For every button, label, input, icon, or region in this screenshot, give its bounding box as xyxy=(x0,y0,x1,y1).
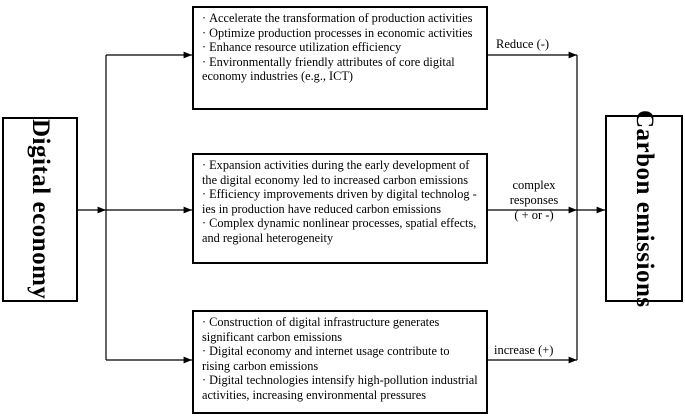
complex-path-box xyxy=(192,153,488,264)
carbon-emissions-node xyxy=(605,109,683,308)
digital-economy-label: Digital economy xyxy=(27,119,54,300)
reduce-path-box xyxy=(192,6,488,110)
increase-effect-label: increase (+) xyxy=(494,343,554,357)
complex-effect-label xyxy=(494,178,574,223)
reduce-item: · Enhance resource utilization efficiency xyxy=(202,40,480,55)
increase-item: · Digital technologies intensify high-pollution industrial activities, increasing environmental pressures xyxy=(202,373,480,402)
reduce-item: · Optimize production processes in economic activities xyxy=(202,26,480,41)
carbon-emissions-label: Carbon emissions xyxy=(631,109,658,308)
increase-item: · Digital economy and internet usage contribute to rising carbon emissions xyxy=(202,344,480,373)
reduce-effect-label: Reduce (-) xyxy=(496,37,550,51)
complex-item: · Efficiency improvements driven by digital technolog -ies in production have reduced carbon emissions xyxy=(202,187,480,216)
increase-item: · Construction of digital infrastructure generates significant carbon emissions xyxy=(202,315,480,344)
increase-path-box xyxy=(192,310,488,414)
reduce-item: · Accelerate the transformation of production activities xyxy=(202,11,480,26)
reduce-item: · Environmentally friendly attributes of core digital economy industries (e.g., ICT) xyxy=(202,55,480,84)
complex-item: · Expansion activities during the early development of the digital economy led to increased carbon emissions xyxy=(202,158,480,187)
digital-economy-node xyxy=(2,117,78,302)
complex-item: · Complex dynamic nonlinear processes, spatial effects, and regional heterogeneity xyxy=(202,216,480,245)
complex-effect-line: responses xyxy=(509,193,559,207)
complex-effect-line: ( + or -) xyxy=(514,208,554,222)
complex-effect-line: complex xyxy=(512,178,556,192)
